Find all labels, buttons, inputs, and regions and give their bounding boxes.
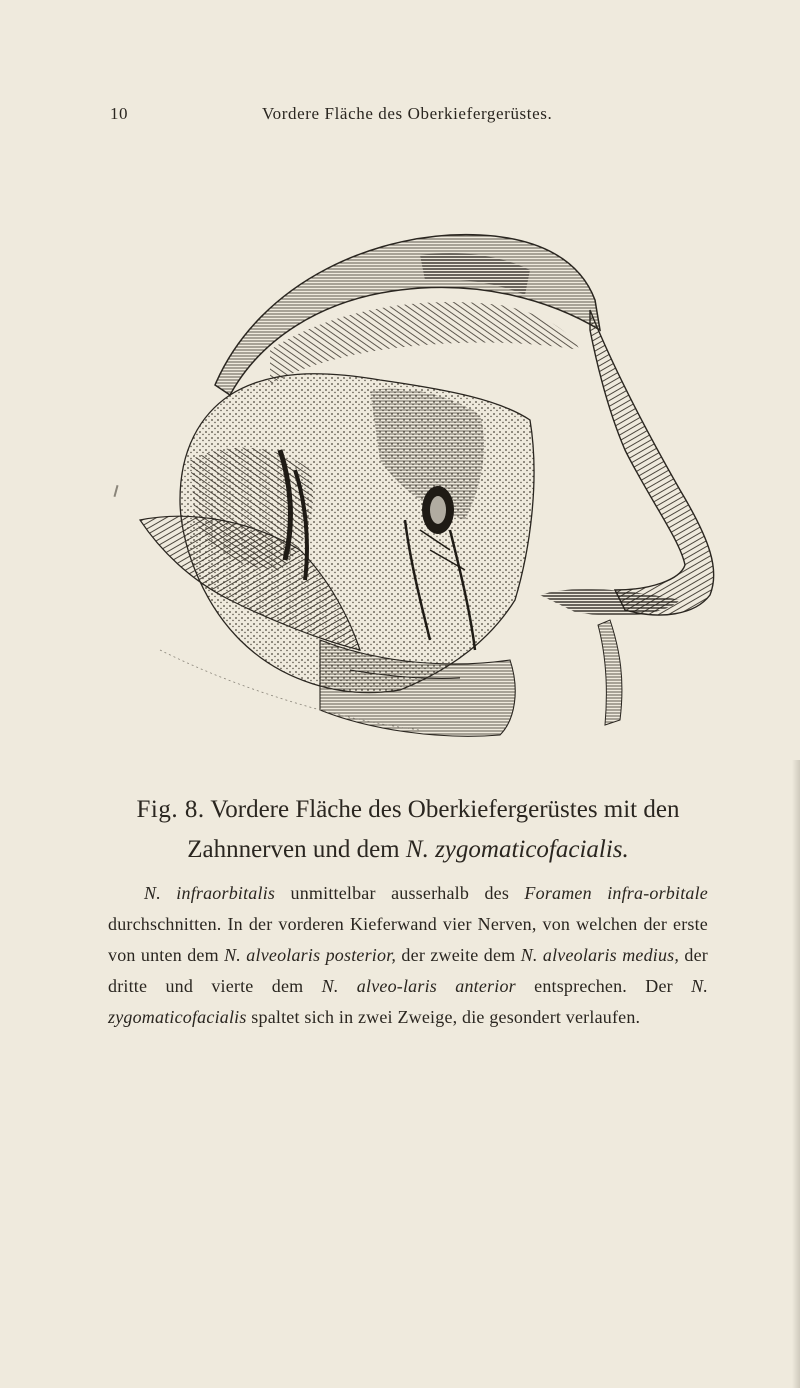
body-s10: entsprechen. Der bbox=[515, 976, 692, 996]
body-s11: N. zygomaticofacialis bbox=[108, 976, 709, 1027]
body-s9: N. alveo-laris anterior bbox=[321, 976, 516, 996]
body-paragraph bbox=[108, 878, 708, 1033]
body-s5: N. alveolaris posterior, bbox=[224, 945, 397, 965]
nose-shape bbox=[590, 310, 714, 615]
body-s2: unmittelbar ausserhalb des bbox=[275, 883, 525, 903]
body-s4: durchschnitten. In der vorderen Kieferwand vier Nerven, von welchen der erste von unten dem bbox=[108, 914, 708, 965]
body-s6: der zweite dem bbox=[396, 945, 521, 965]
caption-label: Fig. 8. bbox=[136, 796, 205, 823]
caption-text-2a: Zahnnerven und dem bbox=[187, 836, 406, 863]
body-s8: der dritte und vierte dem bbox=[108, 945, 708, 996]
body-s1: N. infraorbitalis bbox=[144, 883, 276, 903]
figure-caption bbox=[108, 790, 708, 870]
caption-text-2b: N. zygomaticofacialis. bbox=[405, 836, 629, 863]
page-number: 10 bbox=[110, 104, 128, 123]
body-s12: spaltet sich in zwei Zweige, die gesondert verlaufen. bbox=[246, 1007, 641, 1027]
upper-lip-edge-shape bbox=[598, 620, 622, 725]
running-title: Vordere Fläche des Oberkiefergerüstes. bbox=[262, 104, 553, 123]
engraving-figure-8 bbox=[120, 220, 720, 750]
caption-text-1: Vordere Fläche des Oberkiefergerüstes mit den bbox=[210, 796, 680, 823]
body-s7: N. alveolaris medius, bbox=[520, 945, 680, 965]
caption-line-2 bbox=[108, 830, 708, 870]
anatomical-illustration bbox=[120, 220, 720, 750]
stray-mark bbox=[113, 485, 118, 497]
caption-line-1 bbox=[108, 790, 708, 830]
page-edge-shadow bbox=[792, 760, 800, 1388]
body-s3: Foramen infra-orbitale bbox=[524, 883, 708, 903]
